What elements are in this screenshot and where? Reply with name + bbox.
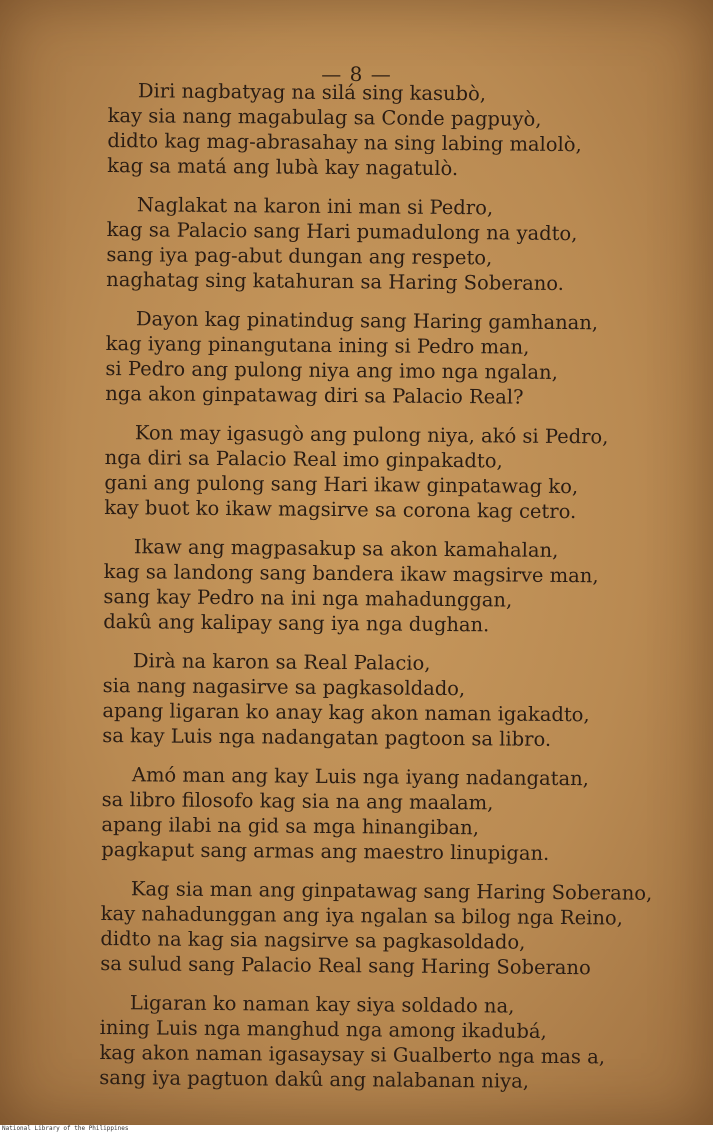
verse-line: Amó man ang kay Luis nga iyang nadangatan, bbox=[131, 763, 590, 791]
verse-line: didto na kag sia nagsirve sa pagkasoldado, bbox=[100, 926, 526, 954]
verse-line: kag sa matá ang lubà kay nagatulò. bbox=[107, 153, 459, 181]
verse-line: kag sa landong sang bandera ikaw magsirve man, bbox=[103, 559, 599, 588]
stanza bbox=[104, 420, 695, 525]
verse-line: Ikaw ang magpasakup sa akon kamahalan, bbox=[133, 535, 559, 562]
stanza bbox=[99, 990, 690, 1095]
stanza bbox=[102, 648, 693, 753]
stanza bbox=[101, 762, 692, 867]
verse-line: si Pedro ang pulong niya ang imo nga ngalan, bbox=[105, 356, 558, 384]
verse-line: nga akon ginpatawag diri sa Palacio Real? bbox=[105, 381, 524, 409]
verse-line: kay nahadunggan ang iya ngalan sa bilog nga Reino, bbox=[100, 901, 624, 930]
verse-line: kay sia nang magabulag sa Conde pagpuyò, bbox=[107, 103, 542, 131]
verse-line: ining Luis nga manghud nga among ikadubá, bbox=[99, 1015, 547, 1043]
verse-line: Kag sia man ang ginpatawag sang Haring Soberano, bbox=[130, 877, 653, 905]
verse-line: pagkaput sang armas ang maestro linupigan. bbox=[101, 837, 550, 865]
verse-line: kag iyang pinangutana ining si Pedro man, bbox=[105, 331, 530, 359]
verse-line: Naglakat na karon ini man si Pedro, bbox=[136, 193, 494, 220]
verse-line: sia nang nagasirve sa pagkasoldado, bbox=[102, 673, 466, 701]
verse-line: Ligaran ko naman kay siya soldado na, bbox=[129, 991, 515, 1018]
verse-line: dakû ang kalipay sang iya nga dughan. bbox=[103, 609, 490, 637]
verse-line: kag akon naman igasaysay si Gualberto nga mas a, bbox=[99, 1040, 606, 1069]
verse-line: sang iya pagtuon dakû ang nalabanan niya, bbox=[99, 1065, 530, 1093]
verse-line: sa kay Luis nga nadangatan pagtoon sa libro. bbox=[102, 723, 552, 751]
verse-line: naghatag sing katahuran sa Haring Soberano. bbox=[106, 267, 565, 295]
poem-body bbox=[99, 78, 698, 1109]
verse-line: Dirà na karon sa Real Palacio, bbox=[132, 649, 431, 675]
verse-line: Diri nagbatyag na silá sing kasubò, bbox=[137, 79, 487, 106]
verse-line: didto kag mag-abrasahay na sing labing malolò, bbox=[107, 128, 582, 157]
stanza bbox=[100, 876, 691, 981]
stanza bbox=[105, 306, 696, 411]
stanza bbox=[103, 534, 694, 639]
verse-line: gani ang pulong sang Hari ikaw ginpatawag ko, bbox=[104, 470, 579, 499]
verse-line: nga diri sa Palacio Real imo ginpakadto, bbox=[104, 445, 503, 473]
verse-line: sang kay Pedro na ini nga mahadunggan, bbox=[103, 584, 513, 612]
library-footer: National Library of the Philippines bbox=[0, 1125, 713, 1133]
verse-line: sa sulud sang Palacio Real sang Haring Soberano bbox=[100, 951, 591, 980]
verse-line: kay buot ko ikaw magsirve sa corona kag cetro. bbox=[104, 495, 577, 524]
verse-line: sang iya pag-abut dungan ang respeto, bbox=[106, 242, 493, 270]
verse-line: sa libro filosofo kag sia na ang maalam, bbox=[101, 787, 494, 815]
page-number: — 8 — bbox=[321, 62, 392, 86]
stanza bbox=[106, 192, 697, 297]
verse-line: apang ligaran ko anay kag akon naman igakadto, bbox=[102, 698, 590, 727]
verse-line: Dayon kag pinatindug sang Haring gamhanan, bbox=[135, 307, 599, 335]
stanza bbox=[107, 78, 698, 183]
verse-line: kag sa Palacio sang Hari pumadulong na yadto, bbox=[106, 217, 578, 246]
verse-line: apang ilabi na gid sa mga hinangiban, bbox=[101, 812, 480, 840]
verse-line: Kon may igasugò ang pulong niya, akó si Pedro, bbox=[134, 421, 609, 449]
